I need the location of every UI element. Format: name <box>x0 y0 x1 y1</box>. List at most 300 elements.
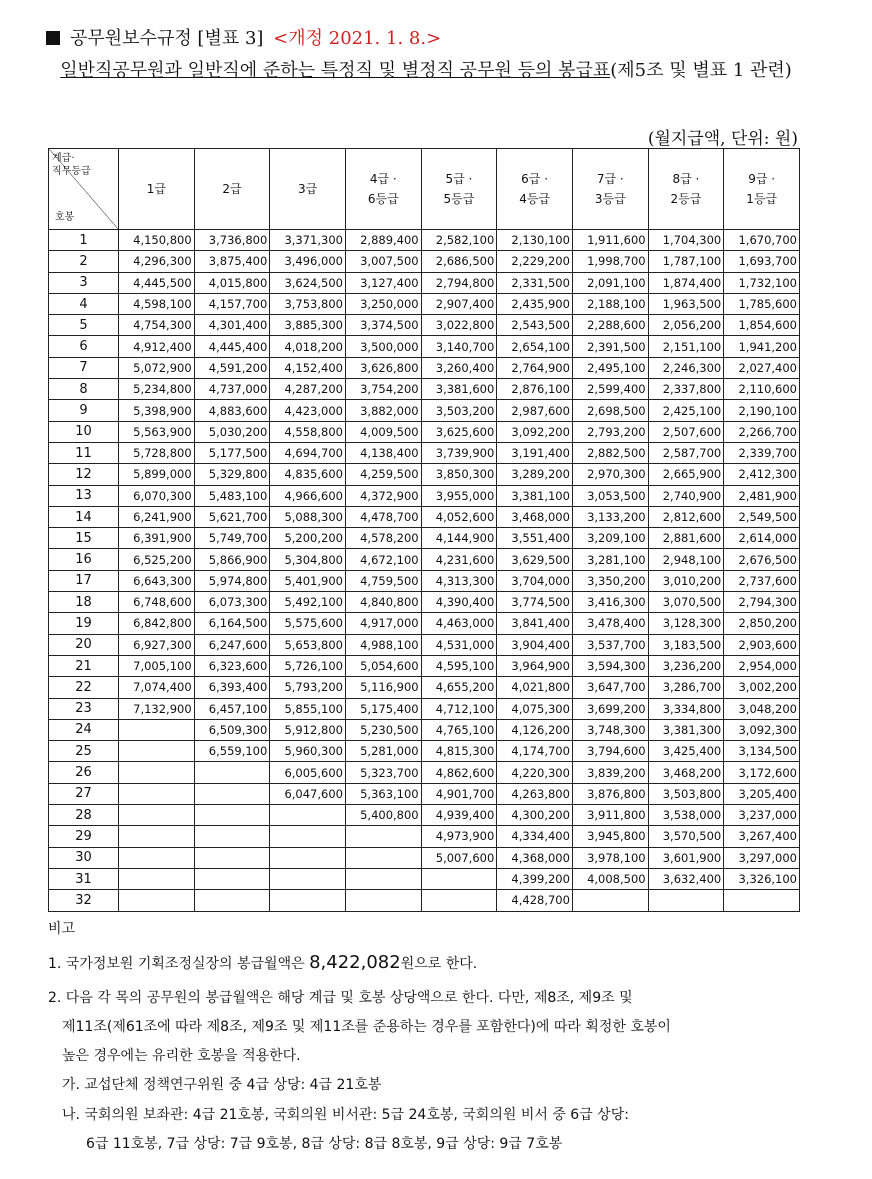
salary-cell: 3,134,500 <box>724 741 800 762</box>
salary-cell: 4,973,900 <box>421 826 497 847</box>
note-1-amount: 8,422,082 <box>309 952 401 973</box>
salary-cell: 4,531,000 <box>421 634 497 655</box>
salary-cell: 2,481,900 <box>724 485 800 506</box>
note-2-line-3: 높은 경우에는 유리한 호봉을 적용한다. <box>62 1048 301 1064</box>
salary-cell: 3,978,100 <box>572 847 648 868</box>
salary-cell: 2,331,500 <box>497 272 573 293</box>
salary-cell: 4,694,700 <box>270 442 346 463</box>
salary-cell: 6,509,300 <box>194 719 270 740</box>
salary-cell: 3,022,800 <box>421 315 497 336</box>
step-number-cell: 9 <box>49 400 119 421</box>
step-number-cell: 11 <box>49 442 119 463</box>
salary-cell: 3,127,400 <box>345 272 421 293</box>
salary-cell: 5,912,800 <box>270 719 346 740</box>
salary-cell: 4,152,400 <box>270 357 346 378</box>
step-number-cell: 24 <box>49 719 119 740</box>
salary-cell: 1,704,300 <box>648 230 724 251</box>
salary-cell <box>270 805 346 826</box>
table-row <box>49 826 800 847</box>
salary-cell <box>194 805 270 826</box>
salary-cell: 3,647,700 <box>572 677 648 698</box>
salary-cell: 4,052,600 <box>421 506 497 527</box>
salary-cell: 2,737,600 <box>724 570 800 591</box>
salary-cell: 2,339,700 <box>724 442 800 463</box>
salary-cell: 3,748,300 <box>572 719 648 740</box>
salary-cell: 2,495,100 <box>572 357 648 378</box>
salary-cell: 5,855,100 <box>270 698 346 719</box>
salary-cell <box>270 868 346 889</box>
table-row <box>49 272 800 293</box>
salary-cell: 7,074,400 <box>119 677 195 698</box>
salary-cell: 2,970,300 <box>572 464 648 485</box>
salary-cell: 4,021,800 <box>497 677 573 698</box>
salary-cell: 4,901,700 <box>421 783 497 804</box>
salary-cell: 4,334,400 <box>497 826 573 847</box>
salary-cell: 3,374,500 <box>345 315 421 336</box>
step-number-cell: 31 <box>49 868 119 889</box>
step-number-cell: 1 <box>49 230 119 251</box>
salary-cell: 6,391,900 <box>119 528 195 549</box>
salary-cell: 3,875,400 <box>194 251 270 272</box>
salary-cell: 4,009,500 <box>345 421 421 442</box>
salary-cell <box>119 741 195 762</box>
salary-cell <box>572 890 648 911</box>
salary-cell: 5,200,200 <box>270 528 346 549</box>
salary-cell: 5,492,100 <box>270 592 346 613</box>
salary-cell: 3,496,000 <box>270 251 346 272</box>
salary-cell: 5,749,700 <box>194 528 270 549</box>
salary-cell: 3,594,300 <box>572 655 648 676</box>
table-row <box>49 421 800 442</box>
salary-cell: 3,053,500 <box>572 485 648 506</box>
salary-cell: 1,787,100 <box>648 251 724 272</box>
salary-cell: 3,281,100 <box>572 549 648 570</box>
note-2-line-1: 2. 다음 각 목의 공무원의 봉급월액은 해당 계급 및 호봉 상당액으로 한다. 다만, 제8조, 제9조 및 <box>48 990 633 1006</box>
document-subtitle <box>50 58 802 84</box>
salary-cell: 4,737,000 <box>194 379 270 400</box>
grade-header <box>421 149 497 230</box>
grade-header <box>497 149 573 230</box>
salary-cell: 5,329,800 <box>194 464 270 485</box>
salary-cell: 6,247,600 <box>194 634 270 655</box>
salary-cell: 4,835,600 <box>270 464 346 485</box>
step-number-cell: 4 <box>49 293 119 314</box>
salary-cell: 3,704,000 <box>497 570 573 591</box>
salary-cell: 4,862,600 <box>421 762 497 783</box>
salary-cell: 3,381,100 <box>497 485 573 506</box>
table-row <box>49 698 800 719</box>
salary-cell: 2,543,500 <box>497 315 573 336</box>
salary-cell: 6,393,400 <box>194 677 270 698</box>
salary-cell: 2,850,200 <box>724 613 800 634</box>
salary-cell: 3,191,400 <box>497 442 573 463</box>
subtitle-main: 일반직공무원과 일반직에 준하는 특정직 및 별정직 공무원 등의 봉급표 <box>60 60 611 81</box>
salary-cell: 5,575,600 <box>270 613 346 634</box>
salary-cell: 3,629,500 <box>497 549 573 570</box>
salary-cell: 4,815,300 <box>421 741 497 762</box>
salary-cell: 4,939,400 <box>421 805 497 826</box>
grade-header-line: 5등급 <box>443 192 475 206</box>
step-number-cell: 5 <box>49 315 119 336</box>
grade-header-line: 1급 <box>146 182 166 196</box>
salary-cell <box>421 890 497 911</box>
step-number-cell: 19 <box>49 613 119 634</box>
salary-cell: 4,840,800 <box>345 592 421 613</box>
salary-cell: 2,907,400 <box>421 293 497 314</box>
salary-cell: 4,655,200 <box>421 677 497 698</box>
corner-grade-label <box>52 152 91 178</box>
salary-cell: 4,018,200 <box>270 336 346 357</box>
salary-cell: 3,537,700 <box>572 634 648 655</box>
salary-cell: 3,007,500 <box>345 251 421 272</box>
step-number-cell: 29 <box>49 826 119 847</box>
salary-cell: 4,174,700 <box>497 741 573 762</box>
salary-cell: 3,850,300 <box>421 464 497 485</box>
salary-cell: 2,056,200 <box>648 315 724 336</box>
salary-cell: 3,955,000 <box>421 485 497 506</box>
salary-cell: 4,917,000 <box>345 613 421 634</box>
salary-cell: 2,876,100 <box>497 379 573 400</box>
table-row <box>49 805 800 826</box>
step-number-cell: 17 <box>49 570 119 591</box>
salary-cell: 2,151,100 <box>648 336 724 357</box>
salary-cell: 2,288,600 <box>572 315 648 336</box>
salary-cell: 2,881,600 <box>648 528 724 549</box>
step-number-cell: 16 <box>49 549 119 570</box>
title-amendment-date: <개정 2021. 1. 8.> <box>273 28 442 49</box>
salary-cell: 5,116,900 <box>345 677 421 698</box>
salary-cell: 4,296,300 <box>119 251 195 272</box>
salary-cell: 2,794,300 <box>724 592 800 613</box>
salary-cell: 4,672,100 <box>345 549 421 570</box>
step-number-cell: 2 <box>49 251 119 272</box>
table-row <box>49 613 800 634</box>
salary-cell: 3,205,400 <box>724 783 800 804</box>
salary-cell <box>270 847 346 868</box>
grade-header <box>119 149 195 230</box>
step-number-cell: 10 <box>49 421 119 442</box>
salary-cell: 2,229,200 <box>497 251 573 272</box>
salary-cell: 1,670,700 <box>724 230 800 251</box>
subtitle-reference: (제5조 및 별표 1 관련) <box>610 60 792 81</box>
salary-cell: 7,132,900 <box>119 698 195 719</box>
salary-cell: 2,190,100 <box>724 400 800 421</box>
salary-cell: 3,326,100 <box>724 868 800 889</box>
salary-cell: 1,874,400 <box>648 272 724 293</box>
salary-cell: 6,457,100 <box>194 698 270 719</box>
salary-cell: 3,092,300 <box>724 719 800 740</box>
salary-cell: 6,323,600 <box>194 655 270 676</box>
salary-cell: 6,164,500 <box>194 613 270 634</box>
salary-cell: 2,665,900 <box>648 464 724 485</box>
salary-cell: 5,974,800 <box>194 570 270 591</box>
salary-cell: 5,726,100 <box>270 655 346 676</box>
salary-cell: 3,503,200 <box>421 400 497 421</box>
salary-cell: 4,463,000 <box>421 613 497 634</box>
corner-header <box>49 149 119 230</box>
salary-cell: 3,624,500 <box>270 272 346 293</box>
salary-cell: 5,960,300 <box>270 741 346 762</box>
salary-cell: 3,794,600 <box>572 741 648 762</box>
document-title <box>46 24 441 50</box>
salary-cell: 4,138,400 <box>345 442 421 463</box>
table-row <box>49 528 800 549</box>
note-2-item-na-line-2: 6급 11호봉, 7급 상당: 7급 9호봉, 8급 상당: 8급 8호봉, 9급 상당: 9급 7호봉 <box>86 1136 563 1152</box>
salary-cell: 3,133,200 <box>572 506 648 527</box>
table-row <box>49 357 800 378</box>
table-row <box>49 442 800 463</box>
salary-cell: 1,998,700 <box>572 251 648 272</box>
salary-cell: 4,390,400 <box>421 592 497 613</box>
salary-cell: 2,130,100 <box>497 230 573 251</box>
salary-cell <box>119 847 195 868</box>
salary-cell: 2,188,100 <box>572 293 648 314</box>
salary-cell: 2,764,900 <box>497 357 573 378</box>
salary-cell: 1,693,700 <box>724 251 800 272</box>
table-row <box>49 506 800 527</box>
salary-cell <box>119 783 195 804</box>
salary-cell: 3,945,800 <box>572 826 648 847</box>
salary-cell: 1,785,600 <box>724 293 800 314</box>
salary-cell: 3,774,500 <box>497 592 573 613</box>
salary-cell: 3,350,200 <box>572 570 648 591</box>
table-row <box>49 251 800 272</box>
salary-cell: 4,008,500 <box>572 868 648 889</box>
salary-cell: 3,260,400 <box>421 357 497 378</box>
salary-cell: 2,587,700 <box>648 442 724 463</box>
salary-cell: 6,643,300 <box>119 570 195 591</box>
salary-cell: 5,323,700 <box>345 762 421 783</box>
salary-cell <box>345 826 421 847</box>
note-1-text-pre: 1. 국가정보원 기획조정실장의 봉급월액은 <box>48 956 310 972</box>
salary-cell: 3,371,300 <box>270 230 346 251</box>
salary-cell: 6,070,300 <box>119 485 195 506</box>
step-number-cell: 25 <box>49 741 119 762</box>
salary-cell: 2,266,700 <box>724 421 800 442</box>
note-1 <box>48 952 477 973</box>
salary-cell: 3,911,800 <box>572 805 648 826</box>
salary-cell: 3,183,500 <box>648 634 724 655</box>
grade-header-line: 9급 · <box>748 172 776 186</box>
step-number-cell: 30 <box>49 847 119 868</box>
grade-header-line: 7급 · <box>596 172 624 186</box>
salary-cell: 4,300,200 <box>497 805 573 826</box>
salary-cell: 6,047,600 <box>270 783 346 804</box>
salary-cell: 1,854,600 <box>724 315 800 336</box>
salary-cell: 3,754,200 <box>345 379 421 400</box>
salary-cell <box>119 719 195 740</box>
salary-cell: 2,987,600 <box>497 400 573 421</box>
salary-cell: 3,010,200 <box>648 570 724 591</box>
salary-cell: 4,712,100 <box>421 698 497 719</box>
grade-header-line: 6등급 <box>367 192 399 206</box>
salary-cell: 3,140,700 <box>421 336 497 357</box>
table-row <box>49 634 800 655</box>
salary-cell: 5,281,000 <box>345 741 421 762</box>
step-number-cell: 7 <box>49 357 119 378</box>
table-row <box>49 868 800 889</box>
salary-cell <box>648 890 724 911</box>
table-row <box>49 783 800 804</box>
salary-cell <box>724 890 800 911</box>
salary-cell <box>119 826 195 847</box>
salary-cell: 4,368,000 <box>497 847 573 868</box>
salary-cell: 4,558,800 <box>270 421 346 442</box>
salary-cell: 7,005,100 <box>119 655 195 676</box>
salary-cell <box>194 868 270 889</box>
grade-header <box>724 149 800 230</box>
note-2-item-ga: 가. 교섭단체 정책연구위원 중 4급 상당: 4급 21호봉 <box>62 1077 382 1093</box>
salary-cell: 4,372,900 <box>345 485 421 506</box>
salary-cell: 3,904,400 <box>497 634 573 655</box>
salary-cell: 3,002,200 <box>724 677 800 698</box>
note-2-line-2: 제11조(제61조에 따라 제8조, 제9조 및 제11조를 준용하는 경우를 포함한다)에 따라 획정한 호봉이 <box>62 1019 671 1035</box>
table-row <box>49 293 800 314</box>
table-row <box>49 230 800 251</box>
grade-header <box>345 149 421 230</box>
salary-cell: 5,866,900 <box>194 549 270 570</box>
salary-cell: 2,654,100 <box>497 336 573 357</box>
notes-heading: 비고 <box>48 921 76 937</box>
salary-cell: 4,428,700 <box>497 890 573 911</box>
salary-cell <box>194 847 270 868</box>
salary-cell: 3,478,400 <box>572 613 648 634</box>
grade-header <box>194 149 270 230</box>
salary-cell: 3,237,000 <box>724 805 800 826</box>
salary-cell: 3,236,200 <box>648 655 724 676</box>
salary-cell: 3,209,100 <box>572 528 648 549</box>
salary-cell: 3,381,600 <box>421 379 497 400</box>
salary-cell: 4,399,200 <box>497 868 573 889</box>
corner-grade-label-line: 계급· <box>52 153 75 164</box>
salary-cell: 2,882,500 <box>572 442 648 463</box>
step-number-cell: 18 <box>49 592 119 613</box>
salary-cell: 3,250,000 <box>345 293 421 314</box>
salary-cell <box>119 890 195 911</box>
table-row <box>49 655 800 676</box>
grade-header <box>648 149 724 230</box>
salary-cell: 2,549,500 <box>724 506 800 527</box>
table-row <box>49 379 800 400</box>
table-row <box>49 400 800 421</box>
step-number-cell: 8 <box>49 379 119 400</box>
salary-cell: 3,334,800 <box>648 698 724 719</box>
salary-cell: 4,759,500 <box>345 570 421 591</box>
salary-cell: 4,966,600 <box>270 485 346 506</box>
corner-grade-label-line: 직무등급 <box>52 166 91 177</box>
salary-cell: 2,686,500 <box>421 251 497 272</box>
table-row <box>49 464 800 485</box>
salary-cell: 5,234,800 <box>119 379 195 400</box>
step-number-cell: 14 <box>49 506 119 527</box>
salary-cell: 2,793,200 <box>572 421 648 442</box>
salary-cell: 2,425,100 <box>648 400 724 421</box>
salary-cell: 3,128,300 <box>648 613 724 634</box>
salary-cell: 3,172,600 <box>724 762 800 783</box>
salary-cell: 6,073,300 <box>194 592 270 613</box>
salary-cell: 4,765,100 <box>421 719 497 740</box>
note-2 <box>48 984 800 1071</box>
title-square-marker <box>46 31 60 45</box>
salary-cell: 3,538,000 <box>648 805 724 826</box>
table-row <box>49 677 800 698</box>
salary-cell <box>194 826 270 847</box>
step-number-cell: 15 <box>49 528 119 549</box>
salary-cell: 5,030,200 <box>194 421 270 442</box>
salary-cell: 3,964,900 <box>497 655 573 676</box>
salary-cell: 4,075,300 <box>497 698 573 719</box>
salary-cell: 2,507,600 <box>648 421 724 442</box>
salary-cell: 5,177,500 <box>194 442 270 463</box>
salary-cell: 3,468,000 <box>497 506 573 527</box>
grade-header-line: 5급 · <box>445 172 473 186</box>
salary-cell: 3,625,600 <box>421 421 497 442</box>
salary-cell: 6,241,900 <box>119 506 195 527</box>
salary-cell: 5,899,000 <box>119 464 195 485</box>
salary-cell: 2,614,000 <box>724 528 800 549</box>
salary-cell: 3,753,800 <box>270 293 346 314</box>
salary-cell: 4,231,600 <box>421 549 497 570</box>
salary-cell: 3,503,800 <box>648 783 724 804</box>
grade-header-line: 1등급 <box>746 192 778 206</box>
grade-header-line: 6급 · <box>521 172 549 186</box>
salary-cell: 4,591,200 <box>194 357 270 378</box>
grade-header-line: 2등급 <box>670 192 702 206</box>
salary-cell: 4,144,900 <box>421 528 497 549</box>
salary-cell <box>270 826 346 847</box>
salary-cell: 5,483,100 <box>194 485 270 506</box>
salary-cell: 3,416,300 <box>572 592 648 613</box>
salary-cell: 4,478,700 <box>345 506 421 527</box>
salary-cell: 5,088,300 <box>270 506 346 527</box>
table-row <box>49 592 800 613</box>
salary-cell: 5,054,600 <box>345 655 421 676</box>
table-row <box>49 890 800 911</box>
grade-header-line: 3등급 <box>594 192 626 206</box>
salary-cell: 3,839,200 <box>572 762 648 783</box>
salary-cell: 4,259,500 <box>345 464 421 485</box>
salary-cell: 5,653,800 <box>270 634 346 655</box>
salary-cell: 2,337,800 <box>648 379 724 400</box>
table-row <box>49 336 800 357</box>
salary-cell: 4,126,200 <box>497 719 573 740</box>
step-number-cell: 20 <box>49 634 119 655</box>
step-number-cell: 21 <box>49 655 119 676</box>
salary-cell: 3,468,200 <box>648 762 724 783</box>
salary-cell: 2,903,600 <box>724 634 800 655</box>
salary-cell: 1,732,100 <box>724 272 800 293</box>
corner-step-label: 호봉 <box>55 212 75 223</box>
salary-cell: 3,626,800 <box>345 357 421 378</box>
salary-cell <box>345 890 421 911</box>
step-number-cell: 27 <box>49 783 119 804</box>
salary-cell: 4,912,400 <box>119 336 195 357</box>
salary-cell: 3,551,400 <box>497 528 573 549</box>
salary-cell: 3,286,700 <box>648 677 724 698</box>
step-number-cell: 3 <box>49 272 119 293</box>
salary-cell: 4,988,100 <box>345 634 421 655</box>
salary-cell: 2,698,500 <box>572 400 648 421</box>
salary-cell: 2,889,400 <box>345 230 421 251</box>
salary-cell: 2,599,400 <box>572 379 648 400</box>
salary-cell: 4,423,000 <box>270 400 346 421</box>
grade-header-line: 2급 <box>222 182 242 196</box>
salary-cell <box>194 890 270 911</box>
salary-cell: 4,301,400 <box>194 315 270 336</box>
salary-cell: 6,005,600 <box>270 762 346 783</box>
grade-header-line: 8급 · <box>672 172 700 186</box>
salary-cell: 5,400,800 <box>345 805 421 826</box>
